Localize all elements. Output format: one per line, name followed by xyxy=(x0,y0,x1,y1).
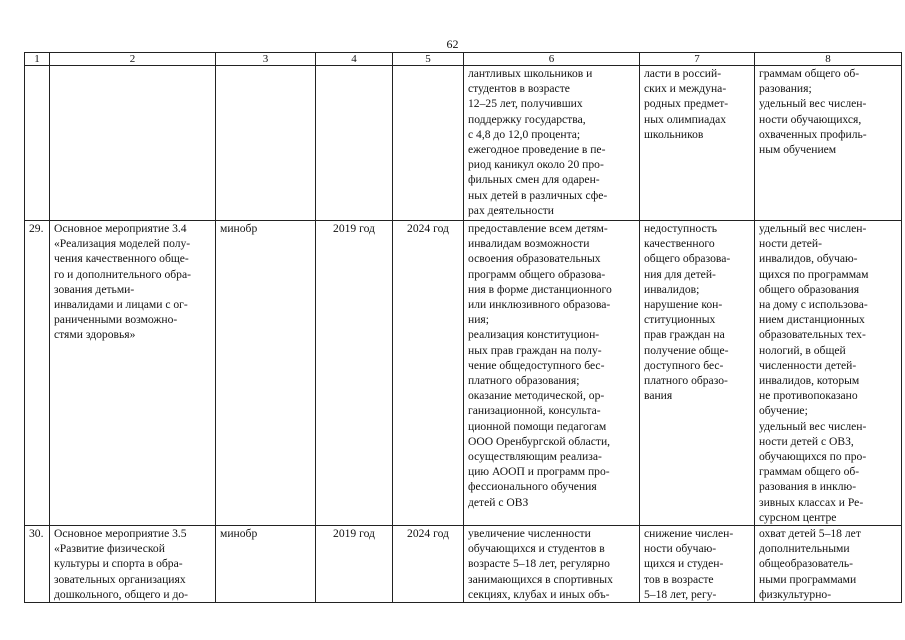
expected-result: увеличение численности обучающихся и студентов в возрасте 5–18 лет, регулярно занимающихся в спортивных секциях, клубах и иных объ- xyxy=(464,526,640,603)
expected-result: предоставление всем детям- инвалидам возможности освоения образовательных программ общего образова- ния в форме дистанционного или инклюзивного образова- ния; реализация конституцион- ных прав граждан на полу- чение общедоступного бес- платного образования; оказание методической, ор- ганизационной, консульта- ционной помощи педагогам ООО Оренбургской области, осуществляющим реализа- цию АООП и программ про- фессионального обучения детей с ОВЗ xyxy=(464,221,640,526)
indicators: охват детей 5–18 лет дополнительными общеобразователь- ными программами физкультурно- xyxy=(755,526,902,603)
executor: минобр xyxy=(216,221,316,526)
end-year xyxy=(393,66,464,221)
row-number xyxy=(25,66,50,221)
end-year: 2024 год xyxy=(393,526,464,603)
measure-name xyxy=(50,66,216,221)
table-row xyxy=(25,221,902,526)
row-number: 30. xyxy=(25,526,50,603)
measure-name: Основное мероприятие 3.4 «Реализация моделей полу- чения качественного обще- го и дополнительного обра- зования детьми- инвалидами и лицами с ог- раниченными возможно- стями здоровья» xyxy=(50,221,216,526)
column-header: 3 xyxy=(216,53,316,66)
consequences: ласти в россий- ских и междуна- родных предмет- ных олимпиадах школьников xyxy=(640,66,755,221)
start-year: 2019 год xyxy=(316,221,393,526)
page-number: 62 xyxy=(446,37,459,51)
column-header: 5 xyxy=(393,53,464,66)
program-measures-table xyxy=(24,52,902,603)
end-year: 2024 год xyxy=(393,221,464,526)
column-number-row xyxy=(25,53,902,66)
indicators: удельный вес числен- ности детей- инвалидов, обучаю- щихся по программам общего образования на дому с использова- нием дистанционных образовательных тех- нологий, в общей численности детей- инвалидов, которым не противопоказано обучение; удельный вес числен- ности детей с ОВЗ, обучающихся по про- граммам общего об- разования в инклю- зивных классах и Ре- сурсном центре xyxy=(755,221,902,526)
start-year: 2019 год xyxy=(316,526,393,603)
column-header: 4 xyxy=(316,53,393,66)
column-header: 1 xyxy=(25,53,50,66)
column-header: 6 xyxy=(464,53,640,66)
table-row xyxy=(25,66,902,221)
start-year xyxy=(316,66,393,221)
consequences: недоступность качественного общего образова- ния для детей- инвалидов; нарушение кон- ституционных прав граждан на получение обще- доступного бес- платного образо- вания xyxy=(640,221,755,526)
column-header: 8 xyxy=(755,53,902,66)
measure-name: Основное мероприятие 3.5 «Развитие физической культуры и спорта в обра- зовательных организациях дошкольного, общего и до- xyxy=(50,526,216,603)
executor xyxy=(216,66,316,221)
column-header: 7 xyxy=(640,53,755,66)
indicators: граммам общего об- разования; удельный вес числен- ности обучающихся, охваченных профиль- ным обучением xyxy=(755,66,902,221)
table-row xyxy=(25,526,902,603)
executor: минобр xyxy=(216,526,316,603)
expected-result: лантливых школьников и студентов в возрасте 12–25 лет, получивших поддержку государства, с 4,8 до 12,0 процента; ежегодное проведение в пе- риод каникул около 20 про- фильных смен для одарен- ных детей в различных сфе- рах деятельности xyxy=(464,66,640,221)
consequences: снижение числен- ности обучаю- щихся и студен- тов в возрасте 5–18 лет, регу- xyxy=(640,526,755,603)
column-header: 2 xyxy=(50,53,216,66)
row-number: 29. xyxy=(25,221,50,526)
